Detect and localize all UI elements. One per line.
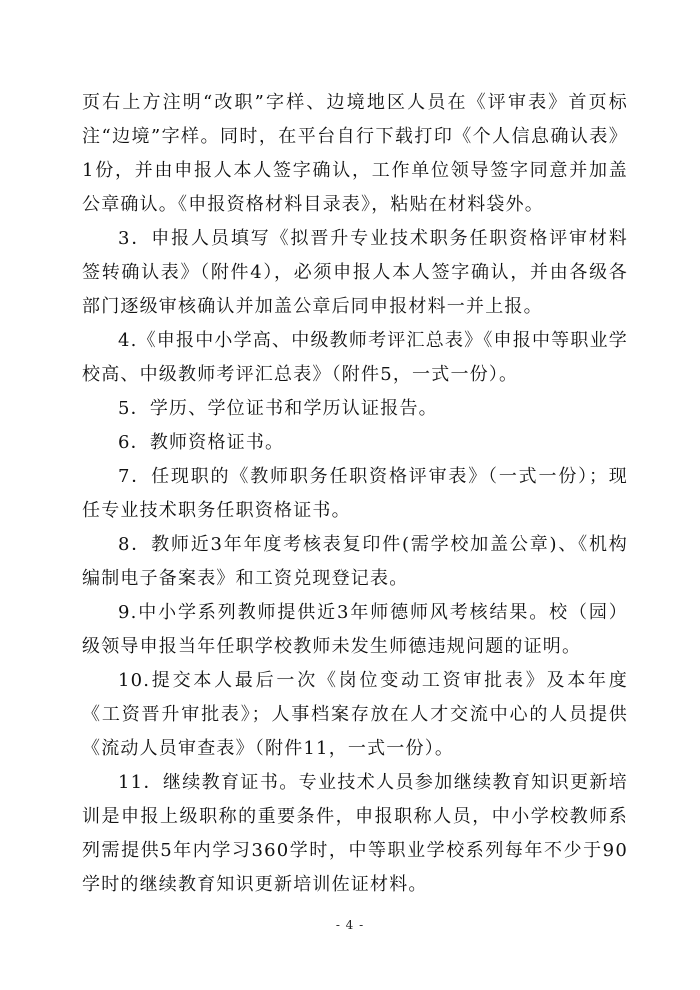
- paragraph-item-3: 3．申报人员填写《拟晋升专业技术职务任职资格评审材料签转确认表》（附件4），必须申报人本人签字确认，并由各级各部门逐级审核确认并加盖公章后同申报材料一并上报。: [82, 228, 628, 317]
- paragraph-item-5: 5．学历、学位证书和学历认证报告。: [118, 398, 438, 419]
- paragraph-item-7: 7．任现职的《教师职务任职资格评审表》（一式一份）；现任专业技术职务任职资格证书。: [82, 466, 628, 521]
- document-body: [82, 86, 628, 902]
- paragraph-item-8: 8．教师近3年年度考核表复印件(需学校加盖公章)、《机构编制电子备案表》和工资兑现登记表。: [82, 534, 628, 589]
- paragraph-item-10: 10.提交本人最后一次《岗位变动工资审批表》及本年度《工资晋升审批表》；人事档案存放在人才交流中心的人员提供《流动人员审查表》（附件11，一式一份）。: [82, 670, 628, 759]
- page-number: - 4 -: [335, 918, 365, 932]
- paragraph-item-4: 4.《申报中小学高、中级教师考评汇总表》《申报中等职业学校高、中级教师考评汇总表》（附件5，一式一份）。: [82, 330, 628, 385]
- paragraph-item-11: 11．继续教育证书。专业技术人员参加继续教育知识更新培训是申报上级职称的重要条件，申报职称人员，中小学校教师系列需提供5年内学习360学时，中等职业学校系列每年不少于90学时的继续教育知识更新培训佐证材料。: [82, 772, 628, 895]
- paragraph-item-9: 9.中小学系列教师提供近3年师德师风考核结果。校（园）级领导申报当年任职学校教师未发生师德违规问题的证明。: [82, 602, 628, 657]
- paragraph-item-6: 6．教师资格证书。: [118, 432, 285, 453]
- paragraph-continuation: 页右上方注明“改职”字样、边境地区人员在《评审表》首页标注“边境”字样。同时，在平台自行下载打印《个人信息确认表》1份，并由申报人本人签字确认，工作单位领导签字同意并加盖公章确认。《申报资格材料目录表》，粘贴在材料袋外。: [82, 92, 628, 215]
